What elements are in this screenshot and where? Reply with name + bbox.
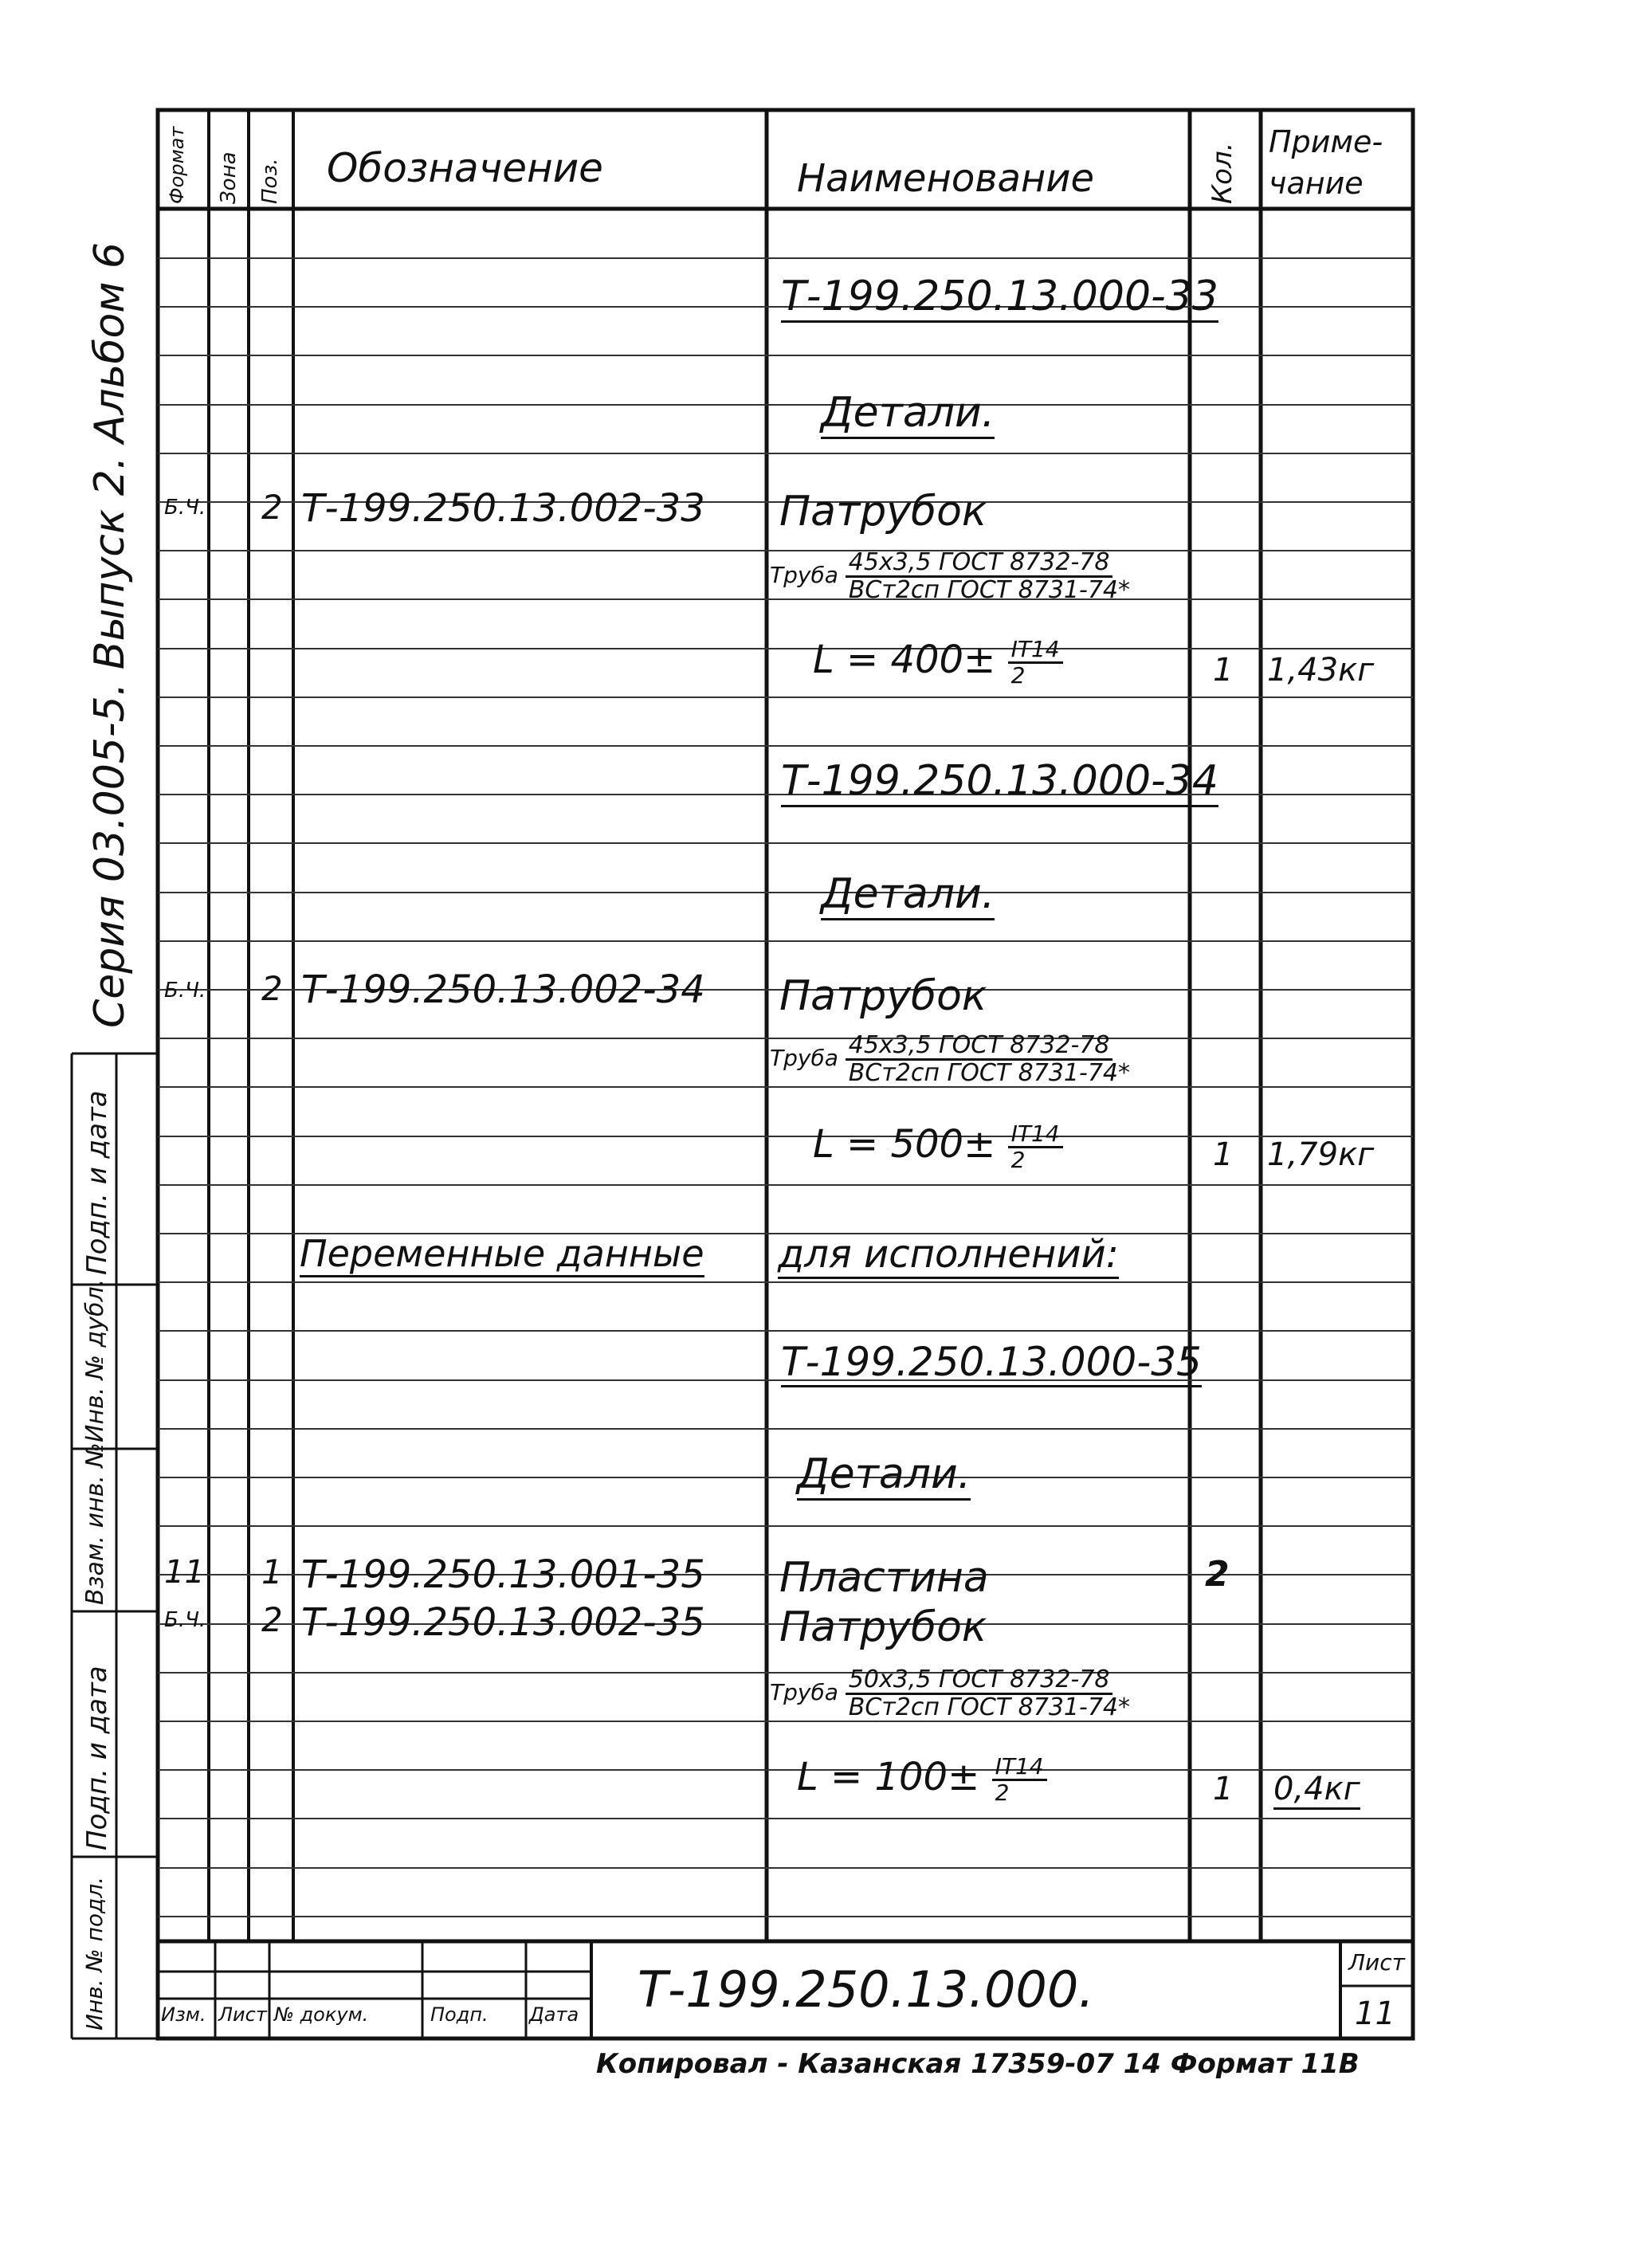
r35b-truba-den: ВСт2сп ГОСТ 8731-74*	[848, 1693, 1130, 1721]
r33-truba-num: 45x3,5 ГОСТ 8732-78	[846, 550, 1113, 578]
det35-title: Детали.	[797, 1450, 971, 1501]
r34-designation: Т-199.250.13.002-34	[301, 967, 705, 1012]
det33-title: Детали.	[821, 389, 995, 439]
r35b-note: 0,4кг	[1273, 1771, 1360, 1810]
r34-material	[770, 1033, 1133, 1085]
r33-material-fraction	[846, 550, 1133, 602]
r34-truba-den: ВСт2сп ГОСТ 8731-74*	[848, 1058, 1130, 1087]
doc33-title: Т-199.250.13.000-33	[781, 273, 1218, 323]
variable-data-heading-right: для исполнений:	[778, 1232, 1119, 1279]
r33-material	[770, 550, 1133, 602]
r35b-tol-num: IT14	[992, 1755, 1047, 1780]
r34-length-cell	[813, 1122, 1063, 1171]
r34-qty: 1	[1213, 1136, 1234, 1173]
variable-data-heading-left: Переменные данные	[300, 1232, 704, 1277]
header-format: Формат	[166, 126, 188, 204]
r34-truba-num: 45x3,5 ГОСТ 8732-78	[846, 1033, 1113, 1061]
r33-truba-den: ВСт2сп ГОСТ 8731-74*	[848, 575, 1130, 604]
header-note-line1: Приме-	[1269, 124, 1383, 159]
r33-note: 1,43кг	[1267, 652, 1375, 689]
r33-length: L = 400±	[813, 638, 996, 682]
r35b-material-fraction	[846, 1667, 1133, 1720]
r33-name: Патрубок	[779, 488, 987, 536]
r34-format: Б.Ч.	[164, 979, 206, 1003]
det34-title: Детали.	[821, 870, 995, 920]
r33-tol-num: IT14	[1008, 638, 1063, 663]
doc34-title: Т-199.250.13.000-34	[781, 757, 1218, 807]
side-podp-data-top: Подп. и дата	[81, 1090, 113, 1275]
r34-tol-num: IT14	[1008, 1122, 1063, 1148]
r35b-length: L = 100±	[797, 1755, 980, 1799]
r34-tolerance	[1008, 1122, 1063, 1171]
r33-format: Б.Ч.	[164, 496, 206, 520]
r35b-tol-den: 2	[995, 1779, 1010, 1806]
stamp-izm: Изм.	[161, 2003, 206, 2026]
stamp-sheet-label: Лист	[1348, 1949, 1405, 1976]
r35b-qty: 1	[1213, 1771, 1234, 1807]
r33-tol-den: 2	[1010, 661, 1026, 689]
header-zone: Зона	[217, 151, 241, 204]
r33-tolerance	[1008, 638, 1063, 687]
r35b-format: Б.Ч.	[164, 1608, 206, 1632]
header-qty: Кол.	[1207, 142, 1238, 204]
r35b-truba-num: 50x3,5 ГОСТ 8732-78	[846, 1667, 1113, 1695]
r33-designation: Т-199.250.13.002-33	[301, 486, 705, 531]
stamp-doc-number: Т-199.250.13.000.	[638, 1960, 1094, 2019]
r35b-pos: 2	[261, 1600, 283, 1639]
r35b-designation: Т-199.250.13.002-35	[301, 1600, 705, 1645]
r35b-tolerance	[992, 1755, 1047, 1804]
stamp-sheet-number: 11	[1355, 1995, 1395, 2032]
r35a-qty: 2	[1205, 1554, 1230, 1595]
doc35-title: Т-199.250.13.000-35	[781, 1339, 1202, 1387]
header-designation: Обозначение	[327, 145, 603, 191]
stamp-podp: Подп.	[430, 2003, 489, 2026]
header-pos: Поз.	[258, 158, 282, 204]
r35b-material	[770, 1667, 1133, 1720]
r35a-designation: Т-199.250.13.001-35	[301, 1552, 705, 1597]
r34-material-fraction	[846, 1033, 1133, 1085]
r33-pos: 2	[261, 488, 283, 527]
series-side-label: Серия 03.005-5. Выпуск 2. Альбом 6	[86, 241, 134, 1028]
header-name: Наименование	[797, 156, 1095, 201]
r34-name: Патрубок	[779, 972, 987, 1020]
r33-truba-label: Труба	[770, 562, 838, 588]
r34-length: L = 500±	[813, 1122, 996, 1167]
side-inv-dubl: Инв. № дубл.	[81, 1278, 109, 1442]
footer-copyist: Копировал - Казанская 17359-07 14 Формат 11В	[596, 2048, 1360, 2080]
side-vzam-inv: Взам. инв. №	[81, 1442, 109, 1605]
side-podp-data-bottom: Подп. и дата	[81, 1666, 113, 1850]
r35b-length-cell	[797, 1755, 1047, 1804]
r33-qty: 1	[1213, 652, 1234, 689]
side-inv-podl: Инв. № подл.	[81, 1876, 108, 2031]
stamp-ndokum: № докум.	[274, 2003, 369, 2026]
r35b-name: Патрубок	[779, 1603, 987, 1651]
r35b-truba-label: Труба	[770, 1679, 838, 1705]
r34-pos: 2	[261, 969, 283, 1008]
r34-truba-label: Труба	[770, 1045, 838, 1071]
stamp-data: Дата	[529, 2003, 579, 2026]
r34-note: 1,79кг	[1267, 1136, 1375, 1173]
r34-tol-den: 2	[1010, 1146, 1026, 1173]
r35a-format: 11	[164, 1554, 205, 1591]
stamp-list: Лист	[218, 2003, 267, 2026]
header-note-line2: чание	[1269, 166, 1364, 201]
r33-length-cell	[813, 638, 1063, 687]
r35a-pos: 1	[261, 1552, 283, 1591]
r35a-name: Пластина	[779, 1554, 989, 1602]
